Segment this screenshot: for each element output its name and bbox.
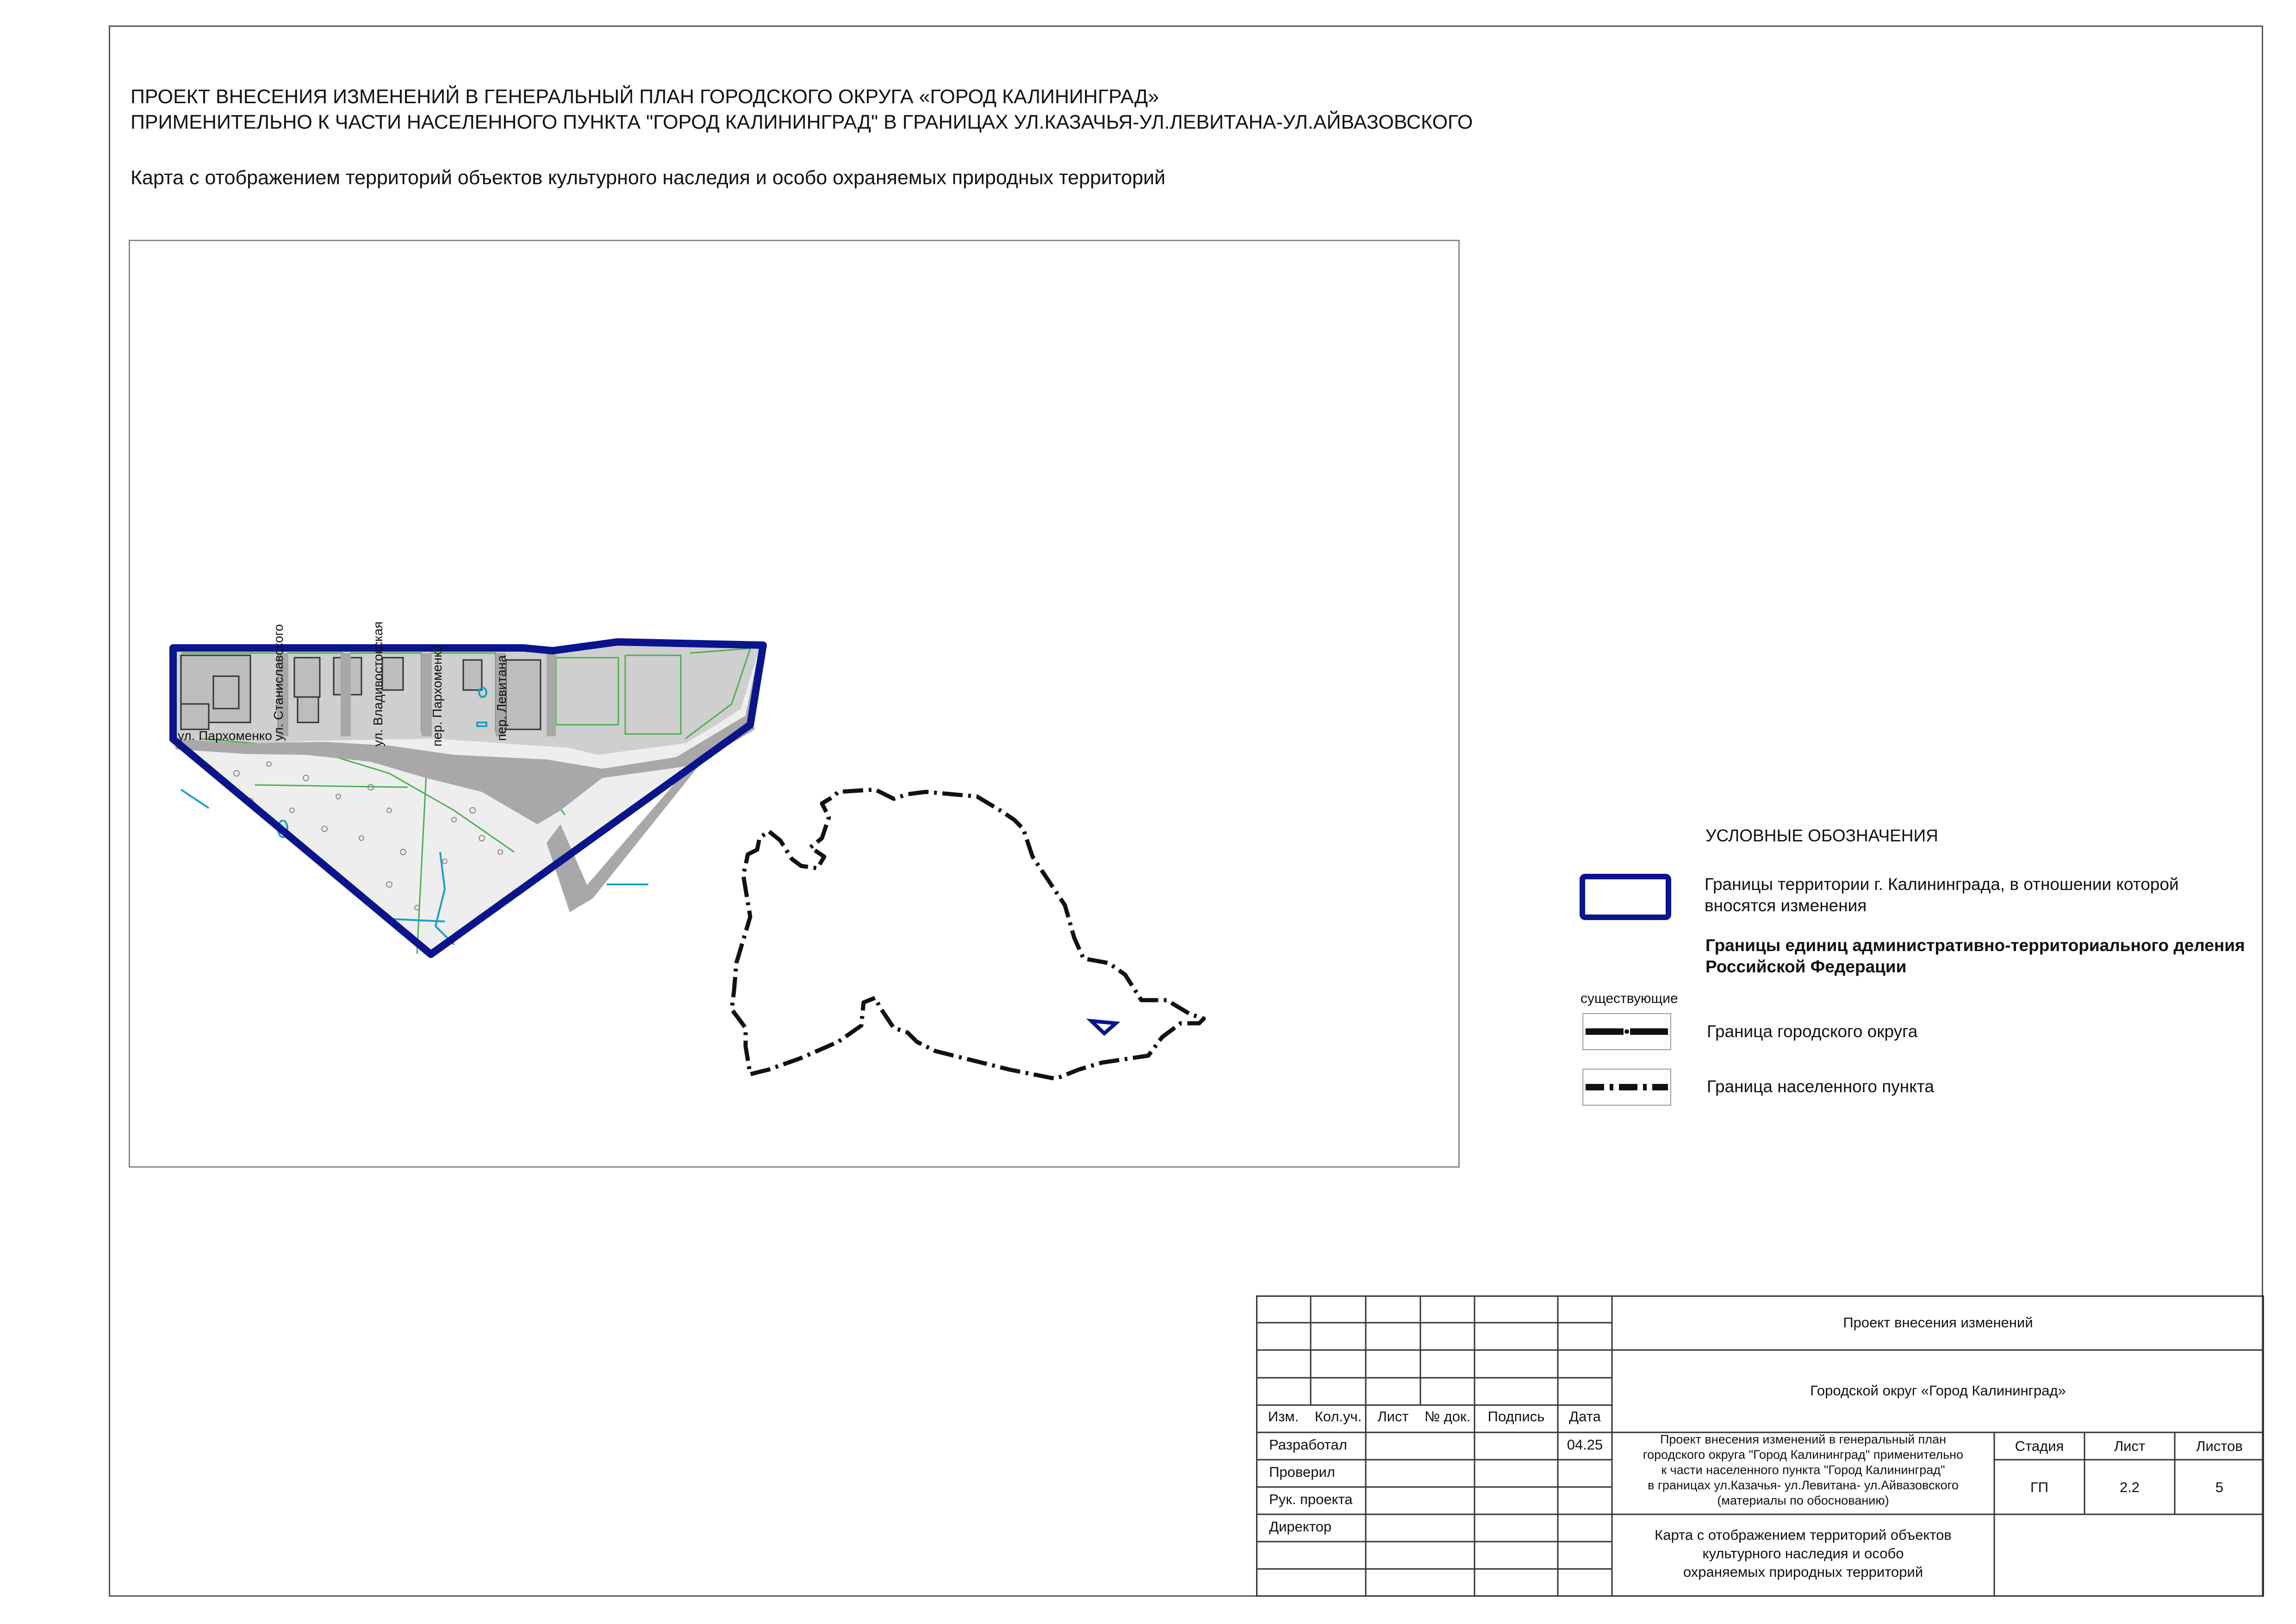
legend-boundary-text-l1: Границы территории г. Калининграда, в отношении которой xyxy=(1705,875,2179,894)
stamp-col-list: Лист xyxy=(1377,1408,1409,1425)
project-location-marker xyxy=(1091,1021,1116,1033)
stamp-sheets-value: 5 xyxy=(2215,1479,2224,1495)
title-line-2: ПРИМЕНИТЕЛЬНО К ЧАСТИ НАСЕЛЕННОГО ПУНКТА "ГОРОД КАЛИНИНГРАД" В ГРАНИЦАХ УЛ.КАЗАЧЬЯ-УЛ.ЛЕВИТАНА-УЛ.АЙВАЗОВСКОГО xyxy=(131,111,1473,133)
legend-boundary-symbol xyxy=(1580,874,1672,920)
project-territory xyxy=(173,642,764,954)
legend-existing-label: существующие xyxy=(1580,991,1678,1006)
stamp-role-director: Директор xyxy=(1269,1518,1332,1535)
street-label-vladivostokskaya: ул. Владивостокская xyxy=(371,621,385,747)
street-label-stanislavskogo: ул. Станиславского xyxy=(271,624,286,741)
stamp-role-project-lead: Рук. проекта xyxy=(1269,1491,1353,1507)
stamp-stage-value: ГП xyxy=(2030,1479,2049,1495)
stamp-sheet-header: Лист xyxy=(2114,1438,2146,1454)
stamp-district: Городской округ «Город Калининград» xyxy=(1810,1382,2066,1399)
stamp-col-izm: Изм. xyxy=(1268,1408,1299,1425)
stamp-col-doc: № док. xyxy=(1424,1408,1471,1425)
map-subtitle: Карта с отображением территорий объектов культурного наследия и особо охраняемых природных территорий xyxy=(131,167,1166,189)
legend-boundary-text-l2: вносятся изменения xyxy=(1705,896,1867,915)
legend-settlement-symbol xyxy=(1582,1068,1672,1106)
stamp-col-date: Дата xyxy=(1569,1408,1601,1425)
map-canvas xyxy=(130,241,1458,1166)
stamp-role-developer: Разработал xyxy=(1269,1437,1347,1453)
stamp-map-title-2: культурного наследия и особо xyxy=(1702,1545,1904,1562)
stamp-map-title-1: Карта с отображением территорий объектов xyxy=(1655,1527,1952,1543)
legend-city-district-symbol xyxy=(1582,1013,1672,1051)
legend-admin-header-l1: Границы единиц административно-территориального деления xyxy=(1705,936,2245,955)
stamp-map-title-3: охраняемых природных территорий xyxy=(1683,1564,1923,1580)
stamp-description-4: в границах ул.Казачья- ул.Левитана- ул.Айвазовского xyxy=(1648,1478,1959,1492)
legend-city-district-text: Граница городского округа xyxy=(1707,1022,1918,1041)
street-label-parkhomenko-lane: пер. Пархоменко xyxy=(430,644,444,747)
stamp-description-5: (материалы по обоснованию) xyxy=(1717,1493,1889,1507)
legend-settlement-text: Граница населенного пункта xyxy=(1707,1077,1934,1096)
stamp-description-3: к части населенного пункта "Город Калининград" xyxy=(1661,1463,1945,1477)
stamp-date-developer: 04.25 xyxy=(1567,1437,1603,1453)
stamp-col-kolvo: Кол.уч. xyxy=(1314,1408,1362,1425)
street-label-levitana-lane: пер. Левитана xyxy=(494,655,509,741)
legend-title: УСЛОВНЫЕ ОБОЗНАЧЕНИЯ xyxy=(1705,826,1938,845)
stamp-description-2: городского округа "Город Калининград" применительно xyxy=(1643,1448,1964,1462)
stamp-role-checker: Проверил xyxy=(1269,1464,1335,1480)
stamp-description-1: Проект внесения изменений в генеральный план xyxy=(1660,1432,1946,1446)
stamp-stage-header: Стадия xyxy=(2015,1438,2064,1454)
stamp-sheets-header: Листов xyxy=(2196,1438,2243,1454)
street-label-parkhomenko: ул. Пархоменко xyxy=(178,728,272,743)
stamp-project-title: Проект внесения изменений xyxy=(1843,1314,2033,1331)
city-outline-locator xyxy=(732,790,1204,1079)
legend-admin-header-l2: Российской Федерации xyxy=(1705,957,1907,976)
stamp-sheet-value: 2.2 xyxy=(2119,1479,2140,1495)
stamp-col-signature: Подпись xyxy=(1487,1408,1545,1425)
title-block xyxy=(1256,1295,2264,1597)
title-line-1: ПРОЕКТ ВНЕСЕНИЯ ИЗМЕНЕНИЙ В ГЕНЕРАЛЬНЫЙ ПЛАН ГОРОДСКОГО ОКРУГА «ГОРОД КАЛИНИНГРАД» xyxy=(131,86,1159,108)
map-frame xyxy=(129,240,1460,1168)
